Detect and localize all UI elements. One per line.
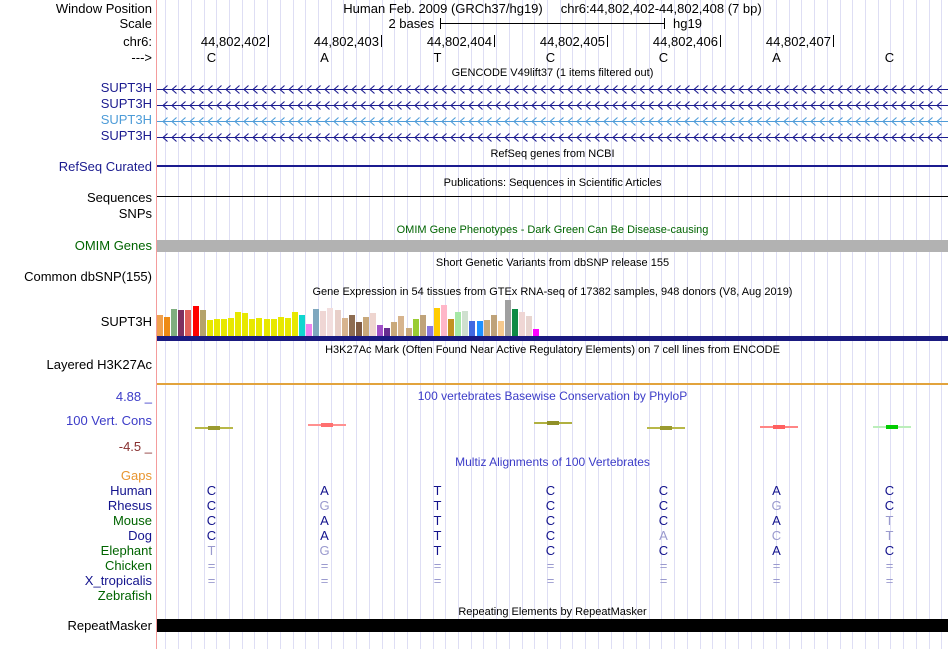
gtex-bar[interactable] [533, 329, 539, 336]
alignment-letter: G [319, 498, 330, 513]
alignment-letter: T [433, 528, 442, 543]
transcript-label-supt3h[interactable]: SUPT3H [100, 96, 152, 111]
chrom-label: chr6: [123, 34, 152, 49]
conservation-dash-center [547, 421, 559, 425]
gtex-bar[interactable] [285, 318, 291, 336]
alignment-letter: G [319, 543, 330, 558]
track-label-layered-h3k27ac[interactable]: Layered H3K27Ac [46, 357, 152, 372]
gtex-bar[interactable] [335, 310, 341, 336]
alignment-letter: C [545, 498, 556, 513]
gtex-bar[interactable] [377, 325, 383, 336]
alignment-letter: C [658, 483, 669, 498]
species-label-dog[interactable]: Dog [128, 528, 152, 543]
gtex-bar[interactable] [200, 310, 206, 336]
alignment-letter: C [884, 483, 895, 498]
track-label-repeatmasker[interactable]: RepeatMasker [67, 618, 152, 633]
coordinate-label: 44,802,402 [200, 34, 266, 49]
alignment-letter: T [433, 483, 442, 498]
alignment-letter: C [545, 513, 556, 528]
track-label-snps[interactable]: SNPs [118, 206, 152, 221]
gtex-bar[interactable] [171, 309, 177, 336]
gtex-bar[interactable] [214, 319, 220, 336]
publications-title: Publications: Sequences in Scientific Articles [443, 177, 662, 189]
track-label-refseq-curated[interactable]: RefSeq Curated [58, 159, 152, 174]
alignment-letter: C [658, 543, 669, 558]
gtex-bar[interactable] [320, 311, 326, 336]
alignment-letter: A [772, 483, 781, 498]
omim-title: OMIM Gene Phenotypes - Dark Green Can Be Disease-causing [396, 224, 709, 236]
coordinate-label: 44,802,403 [313, 34, 379, 49]
repeatmasker-bar[interactable] [157, 619, 948, 632]
gtex-bar[interactable] [193, 306, 199, 336]
alignment-letter: C [545, 528, 556, 543]
base-letter: C [658, 50, 669, 65]
conservation-dash-center [886, 425, 898, 429]
gtex-bar[interactable] [278, 317, 284, 336]
alignment-letter: = [433, 558, 442, 573]
gtex-bar[interactable] [519, 312, 525, 336]
scale-ruler [440, 17, 665, 30]
coordinate-tick [833, 35, 834, 47]
gtex-bar[interactable] [221, 319, 227, 336]
base-letter: A [320, 50, 329, 65]
alignment-letter: T [433, 498, 442, 513]
alignment-letter: T [433, 543, 442, 558]
gtex-bar[interactable] [526, 316, 532, 336]
gtex-bar[interactable] [512, 309, 518, 336]
alignment-letter: = [885, 558, 894, 573]
transcript-row[interactable] [157, 130, 948, 141]
transcript-row[interactable] [157, 98, 948, 109]
transcript-row[interactable] [157, 114, 948, 125]
conservation-max-label: 4.88 _ [115, 389, 152, 404]
sequences-line[interactable] [157, 196, 948, 197]
species-label-human[interactable]: Human [110, 483, 152, 498]
species-label-x_tropicalis[interactable]: X_tropicalis [84, 573, 152, 588]
gtex-bar[interactable] [292, 312, 298, 336]
base-letter: C [545, 50, 556, 65]
gtex-baseline[interactable] [157, 336, 948, 341]
alignment-letter: C [884, 498, 895, 513]
scale-label: Scale [119, 16, 152, 31]
alignment-letter: C [658, 513, 669, 528]
gtex-bar[interactable] [157, 315, 163, 336]
transcript-label-supt3h[interactable]: SUPT3H [100, 128, 152, 143]
gtex-bar[interactable] [498, 321, 504, 336]
coordinate-label: 44,802,405 [539, 34, 605, 49]
gtex-bar[interactable] [398, 316, 404, 336]
alignment-letter: T [885, 513, 894, 528]
conservation-dash-center [660, 426, 672, 430]
conservation-dash-center [773, 425, 785, 429]
alignment-letter: G [771, 498, 782, 513]
conservation-dash-center [321, 423, 333, 427]
transcript-label-supt3h[interactable]: SUPT3H [100, 112, 152, 127]
gtex-bar[interactable] [264, 319, 270, 336]
conservation-min-label: -4.5 _ [118, 439, 152, 454]
gtex-bar[interactable] [505, 300, 511, 336]
strand-label: ---> [131, 50, 152, 65]
gtex-bar[interactable] [313, 309, 319, 336]
track-label-100-vert-cons[interactable]: 100 Vert. Cons [66, 413, 152, 428]
alignment-letter: = [659, 558, 668, 573]
alignment-letter: = [207, 558, 216, 573]
alignment-letter: C [771, 528, 782, 543]
alignment-letter: T [885, 528, 894, 543]
gtex-bar[interactable] [306, 324, 312, 336]
base-letter: C [884, 50, 895, 65]
coordinate-tick [494, 35, 495, 47]
conservation-title: 100 vertebrates Basewise Conservation by PhyloP [417, 389, 688, 403]
gtex-bar[interactable] [391, 322, 397, 336]
species-label-zebrafish[interactable]: Zebrafish [97, 588, 152, 603]
position-text: chr6:44,802,402-44,802,408 (7 bp) [560, 1, 762, 16]
alignment-letter: A [320, 528, 329, 543]
alignment-letter: C [658, 498, 669, 513]
refseq-curated-line[interactable] [157, 165, 948, 167]
gtex-bar[interactable] [164, 317, 170, 336]
gtex-bar[interactable] [235, 312, 241, 336]
track-label-gaps[interactable]: Gaps [120, 468, 152, 483]
gtex-bar[interactable] [327, 308, 333, 336]
gtex-bar[interactable] [299, 315, 305, 336]
scale-value: 2 bases [388, 16, 434, 31]
gtex-bar[interactable] [406, 328, 412, 336]
alignment-letter: A [659, 528, 668, 543]
coordinate-label: 44,802,404 [426, 34, 492, 49]
alignment-letter: C [884, 543, 895, 558]
gtex-bar[interactable] [420, 315, 426, 336]
alignment-letter: = [772, 573, 781, 588]
alignment-letter: = [546, 558, 555, 573]
coordinate-tick [268, 35, 269, 47]
coordinate-label: 44,802,407 [765, 34, 831, 49]
coordinate-tick [607, 35, 608, 47]
refseq-title: RefSeq genes from NCBI [490, 148, 615, 160]
window-position-label: Window Position [55, 1, 152, 16]
gtex-bar[interactable] [462, 311, 468, 336]
alignment-letter: C [206, 483, 217, 498]
alignment-letter: = [772, 558, 781, 573]
h3k27ac-baseline[interactable] [157, 383, 948, 385]
alignment-letter: A [320, 483, 329, 498]
alignment-letter: C [545, 543, 556, 558]
species-label-rhesus[interactable]: Rhesus [107, 498, 152, 513]
species-label-elephant[interactable]: Elephant [100, 543, 152, 558]
track-label-sequences[interactable]: Sequences [86, 190, 152, 205]
alignment-letter: = [207, 573, 216, 588]
track-label-omim-genes[interactable]: OMIM Genes [74, 238, 152, 253]
gtex-bar[interactable] [207, 320, 213, 336]
alignment-letter: T [207, 543, 216, 558]
conservation-dash-center [208, 426, 220, 430]
multiz-title: Multiz Alignments of 100 Vertebrates [455, 455, 650, 469]
gtex-bar[interactable] [363, 317, 369, 336]
alignment-letter: = [320, 558, 329, 573]
alignment-letter: T [433, 513, 442, 528]
alignment-letter: A [772, 513, 781, 528]
repeatmasker-title: Repeating Elements by RepeatMasker [458, 606, 647, 618]
coordinate-tick [381, 35, 382, 47]
alignment-letter: A [320, 513, 329, 528]
gtex-bar[interactable] [434, 308, 440, 336]
coordinate-label: 44,802,406 [652, 34, 718, 49]
gtex-bar[interactable] [256, 318, 262, 336]
gtex-bar[interactable] [448, 319, 454, 336]
alignment-letter: C [206, 513, 217, 528]
assembly-text: Human Feb. 2009 (GRCh37/hg19) [343, 1, 543, 16]
gtex-bar[interactable] [441, 305, 447, 336]
omim-genes-bar[interactable] [157, 240, 948, 252]
gtex-title: Gene Expression in 54 tissues from GTEx RNA-seq of 17382 samples, 948 donors (V8, Aug 2019) [312, 286, 793, 298]
alignment-letter: = [433, 573, 442, 588]
alignment-letter: = [320, 573, 329, 588]
alignment-letter: = [885, 573, 894, 588]
window-position-value [157, 2, 948, 16]
gtex-bar[interactable] [484, 320, 490, 336]
coordinate-tick [720, 35, 721, 47]
alignment-letter: C [206, 498, 217, 513]
track-label-gtex-supt3h[interactable]: SUPT3H [100, 314, 152, 329]
track-label-common-dbsnp[interactable]: Common dbSNP(155) [24, 269, 152, 284]
gtex-bar[interactable] [370, 313, 376, 336]
gtex-bar[interactable] [271, 319, 277, 336]
gtex-bar[interactable] [477, 321, 483, 336]
gtex-bar[interactable] [242, 313, 248, 336]
gencode-title: GENCODE V49lift37 (1 items filtered out) [451, 67, 654, 79]
base-letter: A [772, 50, 781, 65]
species-label-mouse[interactable]: Mouse [112, 513, 152, 528]
gtex-bar[interactable] [178, 310, 184, 336]
scale-assembly: hg19 [673, 16, 702, 31]
gtex-bar[interactable] [384, 328, 390, 336]
gtex-bar[interactable] [455, 312, 461, 336]
base-letter: C [206, 50, 217, 65]
dbsnp-title: Short Genetic Variants from dbSNP release 155 [435, 257, 670, 269]
gtex-bar[interactable] [249, 319, 255, 336]
base-letter: T [433, 50, 442, 65]
gtex-bar[interactable] [427, 326, 433, 336]
gtex-bar[interactable] [185, 310, 191, 336]
alignment-letter: C [545, 483, 556, 498]
alignment-letter: C [206, 528, 217, 543]
alignment-letter: = [659, 573, 668, 588]
alignment-letter: A [772, 543, 781, 558]
gtex-bar[interactable] [342, 318, 348, 336]
gtex-bar[interactable] [356, 322, 362, 336]
gtex-bar[interactable] [349, 315, 355, 336]
gtex-bar[interactable] [469, 321, 475, 336]
transcript-row[interactable] [157, 82, 948, 93]
h3k27ac-title: H3K27Ac Mark (Often Found Near Active Regulatory Elements) on 7 cell lines from ENCODE [325, 344, 780, 356]
gtex-bar[interactable] [228, 318, 234, 336]
species-label-chicken[interactable]: Chicken [105, 558, 152, 573]
transcript-label-supt3h[interactable]: SUPT3H [100, 80, 152, 95]
alignment-letter: = [546, 573, 555, 588]
gtex-bar[interactable] [413, 319, 419, 336]
gtex-bar[interactable] [491, 315, 497, 336]
